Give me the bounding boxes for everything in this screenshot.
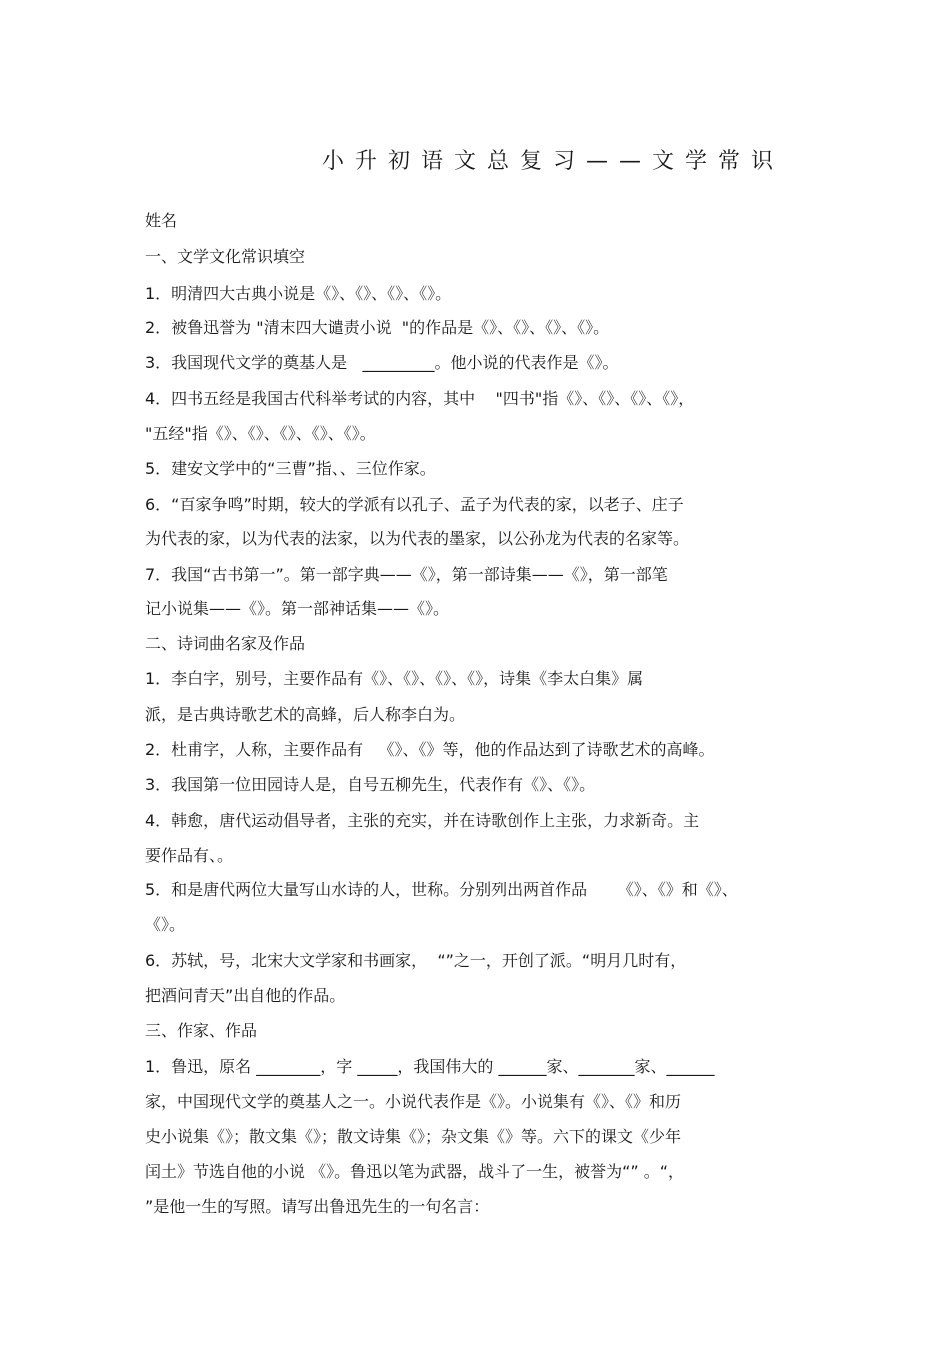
question-line: 2．被鲁迅誉为 "清末四大谴责小说 "的作品是《》、《》、《》、《》。 — [145, 318, 610, 337]
question-line: 5．建安文学中的“三曹”指、、三位作家。 — [145, 459, 436, 478]
question-line: 闰土》节选自他的小说 《》。鲁迅以笔为武器，战斗了一生，被誉为“” 。“， — [145, 1162, 685, 1181]
question-line: 5．和是唐代两位大量写山水诗的人，世称。分别列出两首作品 《》、《》和《》、 — [145, 880, 738, 899]
question-line: 6．“百家争鸣”时期，较大的学派有以孔子、孟子为代表的家，以老子、庄子 — [145, 495, 684, 514]
question-line: 1．明清四大古典小说是《》、《》、《》、《》。 — [145, 284, 452, 303]
question-line: 把酒问青天”出自他的作品。 — [145, 986, 346, 1005]
question-line: 1．鲁迅，原名 ________，字 _____，我国伟大的 ______家、_______家、______ — [145, 1057, 715, 1076]
question-line: 派，是古典诗歌艺术的高蜂，后人称李白为。 — [145, 705, 466, 724]
question-line: 《》。 — [145, 915, 186, 934]
section-heading-1: 一、文学文化常识填空 — [145, 247, 306, 266]
question-line: 家，中国现代文学的奠基人之一。小说代表作是《》。小说集有《》、《》和历 — [145, 1092, 682, 1111]
question-line: 3．我国第一位田园诗人是，自号五柳先生，代表作有《》、《》。 — [145, 775, 596, 794]
question-line: 记小说集——《》。第一部神话集——《》。 — [145, 599, 450, 618]
question-line: 4．四书五经是我国古代科举考试的内容，其中 "四书"指《》、《》、《》、《》， — [145, 389, 695, 408]
question-line: ”是他一生的写照。请写出鲁迅先生的一句名言： — [145, 1197, 490, 1216]
question-line: 3．我国现代文学的奠基人是 _________。他小说的代表作是《》。 — [145, 353, 619, 372]
question-line: 7．我国“古书第一”。第一部字典——《》，第一部诗集——《》，第一部笔 — [145, 565, 668, 584]
question-line: 1．李白字，别号，主要作品有《》、《》、《》、《》，诗集《李太白集》属 — [145, 669, 644, 688]
section-heading-3: 三、作家、作品 — [145, 1021, 258, 1040]
question-line: "五经"指《》、《》、《》、《》、《》。 — [145, 424, 376, 443]
question-line: 2．杜甫字，人称，主要作品有 《》、《》等，他的作品达到了诗歌艺术的高峰。 — [145, 740, 715, 759]
question-line: 史小说集《》；散文集《》；散文诗集《》；杂文集《》等。六下的课文《少年 — [145, 1127, 682, 1146]
document-title: 小升初语文总复习——文学常识 — [322, 149, 785, 174]
name-label: 姓名 — [145, 211, 178, 230]
question-line: 为代表的家，以为代表的法家，以为代表的墨家，以公孙龙为代表的名家等。 — [145, 529, 690, 548]
question-line: 要作品有、。 — [145, 846, 234, 865]
question-line: 6．苏轼，号，北宋大文学家和书画家， “”之一，开创了派。“明月几时有， — [145, 951, 687, 970]
section-heading-2: 二、诗词曲名家及作品 — [145, 634, 306, 653]
question-line: 4．韩愈，唐代运动倡导者，主张的充实，并在诗歌创作上主张，力求新奇。主 — [145, 811, 700, 830]
